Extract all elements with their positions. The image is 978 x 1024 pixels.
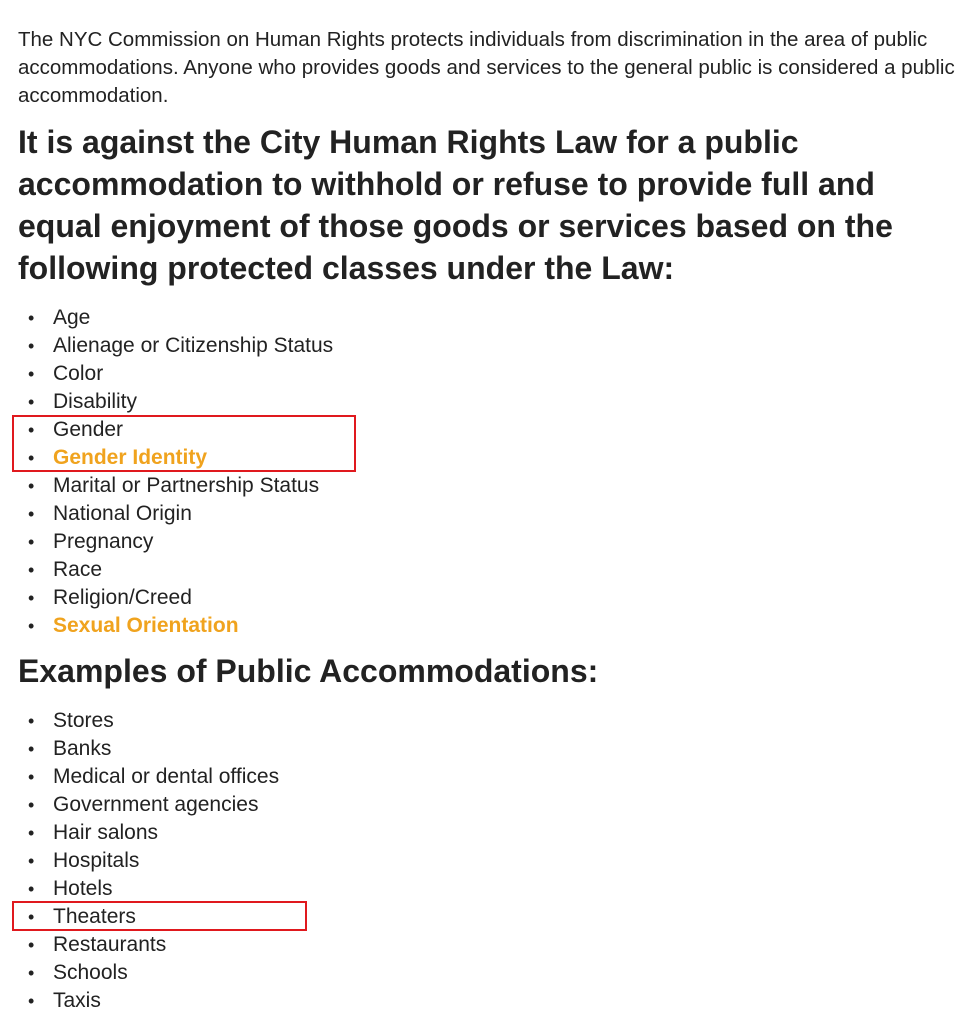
list-item [18,612,333,640]
protected-classes-heading: It is against the City Human Rights Law for a public accommodation to withhold or refuse to provide full and equal enjoyment of those goods or services based on the following protected classes under the Law: [18,124,893,286]
bullet-icon: • [28,991,35,1011]
list-item [18,528,333,556]
list-item [18,304,333,332]
bullet-icon: • [28,476,35,496]
bullet-icon: • [28,823,35,843]
list-item-label: Color [53,362,104,385]
list-item-label: Restaurants [53,933,167,956]
list-item [18,584,333,612]
list-item-label: Religion/Creed [53,586,192,609]
list-item [18,847,279,875]
bullet-icon: • [28,336,35,356]
list-item [18,987,279,1015]
list-item-label: Gender [53,418,124,441]
list-item [18,388,333,416]
bullet-icon: • [28,420,35,440]
list-item-label: Stores [53,709,114,732]
bullet-icon: • [28,879,35,899]
bullet-icon: • [28,963,35,983]
list-item [18,707,279,735]
gender-highlight-box [12,415,356,472]
list-item [18,875,279,903]
list-item-label: Alienage or Citizenship Status [53,334,334,357]
bullet-icon: • [28,504,35,524]
bullet-icon: • [28,448,35,468]
list-item-label: Banks [53,737,112,760]
list-item-label: Medical or dental offices [53,765,280,788]
bullet-icon: • [28,907,35,927]
bullet-icon: • [28,616,35,636]
list-item [18,556,333,584]
bullet-icon: • [28,560,35,580]
bullet-icon: • [28,364,35,384]
list-item [18,472,333,500]
bullet-icon: • [28,392,35,412]
list-item-label: Disability [53,390,138,413]
list-item [18,763,279,791]
list-item [18,959,279,987]
examples-list [18,707,279,1015]
list-item [18,735,279,763]
bullet-icon: • [28,308,35,328]
bullet-icon: • [28,588,35,608]
list-item [18,500,333,528]
list-item [18,791,279,819]
examples-heading: Examples of Public Accommodations: [18,653,599,689]
list-item-label: Hair salons [53,821,159,844]
list-item [18,332,333,360]
list-item [18,819,279,847]
theaters-highlight-box [12,901,307,931]
list-item-label: Age [53,306,91,329]
bullet-icon: • [28,711,35,731]
protected-classes-list [18,304,333,640]
bullet-icon: • [28,851,35,871]
bullet-icon: • [28,935,35,955]
list-item-label: Government agencies [53,793,259,816]
list-item-label: Schools [53,961,128,984]
bullet-icon: • [28,532,35,552]
list-item-label: Pregnancy [53,530,154,553]
bullet-icon: • [28,739,35,759]
intro-paragraph: The NYC Commission on Human Rights protects individuals from discrimination in the area of public accommodations. Anyone who provides goods and services to the general public is considered a public accommodation. [18,28,955,107]
list-item-label: Marital or Partnership Status [53,474,320,497]
gender-identity-link[interactable]: Gender Identity [53,446,208,469]
bullet-icon: • [28,795,35,815]
list-item [18,931,279,959]
list-item [18,360,333,388]
list-item-label: Taxis [53,989,101,1012]
list-item-label: National Origin [53,502,192,525]
bullet-icon: • [28,767,35,787]
list-item-label: Race [53,558,103,581]
list-item-label: Hotels [53,877,113,900]
sexual-orientation-link[interactable]: Sexual Orientation [53,614,239,637]
list-item-label: Theaters [53,905,136,928]
list-item-label: Hospitals [53,849,140,872]
